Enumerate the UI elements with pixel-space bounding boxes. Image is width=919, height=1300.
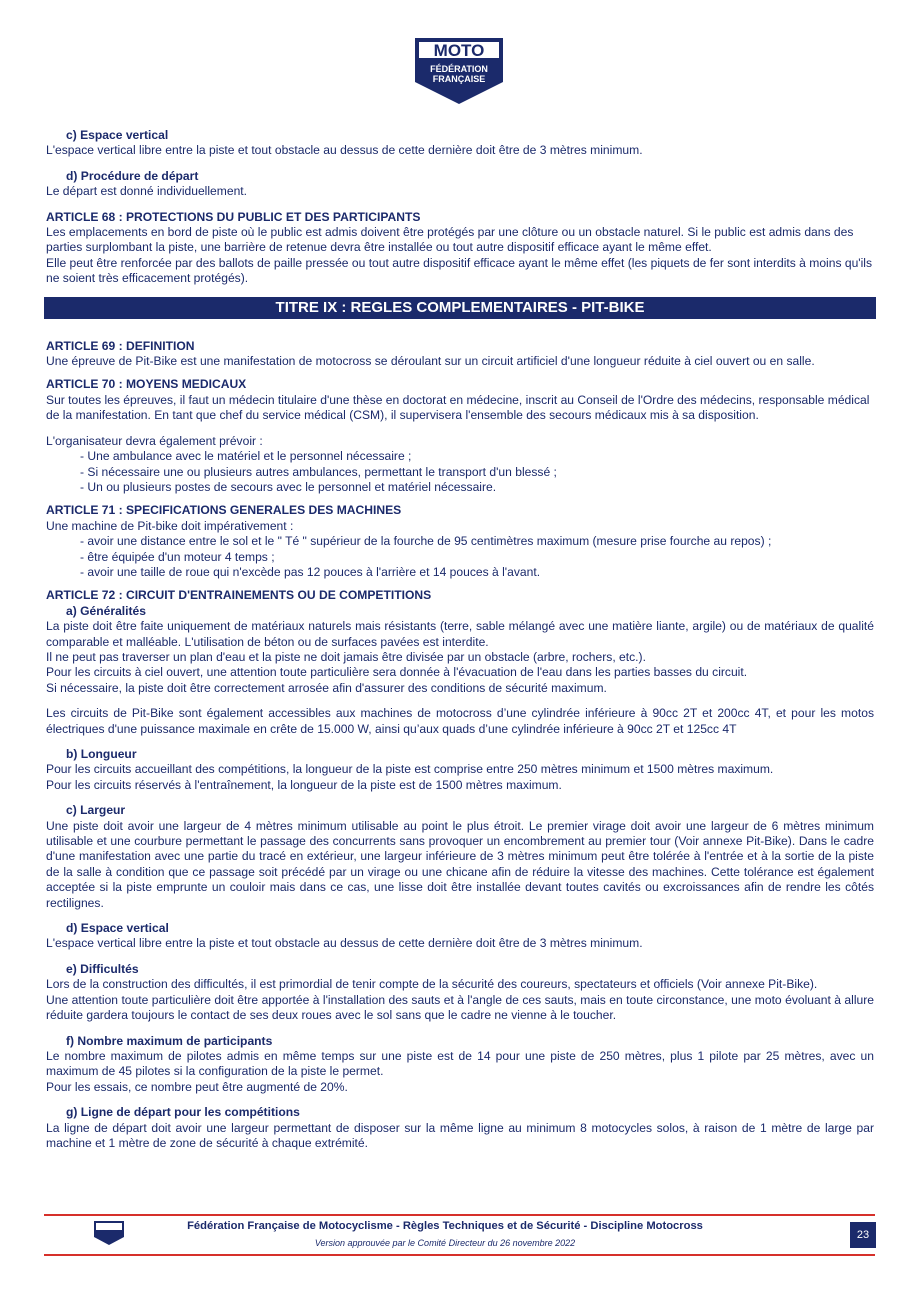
paragraph: Pour les circuits réservés à l'entraînement, la longueur de la piste est de 1500 mètres maximum.: [46, 777, 562, 792]
paragraph: Pour les circuits accueillant des compétitions, la longueur de la piste est comprise entre 250 mètres minimum et 1500 mètres maximum.: [46, 762, 774, 777]
logo-line1: FÉDÉRATION: [430, 64, 488, 74]
article-title: ARTICLE 72 : CIRCUIT D'ENTRAINEMENTS OU DE COMPETITIONS: [46, 588, 432, 603]
paragraph: Une piste doit avoir une largeur de 4 mètres minimum utilisable au point le plus étroit. Le premier virage doit avoir une largeur de 6 mètres minimum utilisable et une courbure permettant le passage des concurrents sans provoquer un encombrement au premier tour (Voir annexe Pit-Bike). Dans le cadre d'une manifestation avec une partie du tracé en extérieur, une largeur inférieure de 3 mètres minimum peut être tolérée à l'entrée et à la sortie de la piste de la salle à condition que ce passage soit précédé par un virage ou une chicane afin de réduire la vitesse des machines. Cette tolérance est également acceptée si la piste emprunte un couloir mais dans ce cas, une lisse doit être installée devant toutes cavités ou excroissances afin de rendre les côtés rectilignes.: [46, 818, 874, 910]
subsection-title: d) Espace vertical: [66, 921, 169, 936]
bullet-list: [46, 449, 874, 495]
subsection-title: c) Espace vertical: [66, 128, 169, 142]
list-item: - Un ou plusieurs postes de secours avec le personnel et matériel nécessaire.: [80, 479, 497, 494]
footer-version: Version approuvée par le Comité Directeur du 26 novembre 2022: [314, 1238, 576, 1248]
paragraph: L'espace vertical libre entre la piste et tout obstacle au dessus de cette dernière doit être de 3 mètres minimum.: [46, 936, 643, 951]
paragraph: Les emplacements en bord de piste où le public est admis doivent être protégés par une clôture ou un obstacle naturel. Si le public est admis dans des parties surplombant la piste, une barrière de retenue devra être installée ou tout autre dispositif efficace ayant le même effet.: [46, 225, 854, 255]
subsection-title: g) Ligne de départ pour les compétitions: [66, 1105, 300, 1120]
logo-word: MOTO: [433, 41, 485, 60]
subsection-title: b) Longueur: [66, 747, 137, 761]
logo-line2: FRANÇAISE: [432, 74, 486, 84]
footer-divider-top: [44, 1214, 875, 1216]
subsection-title: e) Difficultés: [66, 961, 139, 976]
article-title: ARTICLE 69 : DEFINITION: [46, 338, 195, 353]
paragraph: La ligne de départ doit avoir une largeur permettant de disposer sur la même ligne au minimum 8 motocycles solos, à raison de 1 mètre de large par machine et 1 mètre de zone de sécurité à chaque extrémité.: [46, 1120, 874, 1150]
list-item: - être équipée d'un moteur 4 temps ;: [80, 549, 275, 564]
paragraph: Sur toutes les épreuves, il faut un médecin titulaire d'une thèse en doctorat en médecine, inscrit au Conseil de l'Ordre des médecins, responsable médical de la manifestation. En tant que chef du service médical (CSM), il supervisera l'ensemble des secours médicaux mis à sa disposition.: [46, 392, 870, 423]
paragraph: Elle peut être renforcée par des ballots de paille pressée ou tout autre dispositif efficace ayant le même effet (les piquets de fer sont interdits à moins qu'ils ne soient très efficacement protégés).: [46, 255, 873, 286]
paragraph: Pour les circuits à ciel ouvert, une attention toute particulière sera donnée à l'évacuation de l'eau dans les parties basses du circuit.: [46, 665, 748, 680]
list-item: - Une ambulance avec le matériel et le personnel nécessaire ;: [80, 449, 412, 464]
subsection-title: f) Nombre maximum de participants: [66, 1033, 273, 1048]
paragraph: Lors de la construction des difficultés, il est primordial de tenir compte de la sécurité des coureurs, spectateurs et officiels (Voir annexe Pit-Bike).: [46, 977, 818, 992]
page-number: 23: [850, 1222, 876, 1248]
article-title: ARTICLE 68 : PROTECTIONS DU PUBLIC ET DES PARTICIPANTS: [46, 209, 421, 224]
subsection-title: d) Procédure de départ: [66, 168, 199, 183]
subsection-title: c) Largeur: [66, 803, 126, 818]
paragraph: Une épreuve de Pit-Bike est une manifestation de motocross se déroulant sur un circuit artificiel d'une longueur réduite à ciel ouvert ou en salle.: [46, 354, 815, 369]
article-title: ARTICLE 70 : MOYENS MEDICAUX: [46, 377, 247, 392]
list-item: - Si nécessaire une ou plusieurs autres ambulances, permettant le transport d'un blessé ;: [80, 464, 557, 479]
paragraph: Si nécessaire, la piste doit être correctement arrosée afin d'assurer des conditions de sécurité maximum.: [46, 680, 607, 695]
paragraph: Les circuits de Pit-Bike sont également accessibles aux machines de motocross d’une cylindrée inférieure à 90cc 2T et 200cc 4T, et pour les motos électriques d'une puissance maximale en crête de 15.000 W, ainsi qu’aux quads d’une cylindrée inférieure à 90cc 2T et 125cc 4T: [46, 706, 874, 736]
page-content: [46, 128, 874, 1151]
article-title: ARTICLE 71 : SPECIFICATIONS GENERALES DES MACHINES: [46, 503, 402, 518]
footer-title: Fédération Française de Motocyclisme - Règles Techniques et de Sécurité - Discipline Motocross: [187, 1220, 703, 1232]
ffm-logo: [407, 34, 511, 108]
paragraph: L'organisateur devra également prévoir :: [46, 433, 263, 448]
paragraph: Une attention toute particulière doit être apportée à l'installation des sauts et à l'angle de ces sauts, mais en toute circonstance, une moto évoluant à allure réduite gardera toujours le contact de ses deux roues avec le sol sans que le cadre ne vienne à le toucher.: [46, 992, 874, 1023]
paragraph: Pour les essais, ce nombre peut être augmenté de 20%.: [46, 1079, 348, 1094]
footer-divider-bottom: [44, 1254, 875, 1256]
paragraph: Il ne peut pas traverser un plan d'eau et la piste ne doit jamais être divisée par un obstacle (arbre, rochers, etc.).: [46, 649, 646, 664]
paragraph: L'espace vertical libre entre la piste et tout obstacle au dessus de cette dernière doit être de 3 mètres minimum.: [46, 143, 643, 158]
paragraph: Le départ est donné individuellement.: [46, 184, 248, 199]
paragraph: La piste doit être faite uniquement de matériaux naturels mais résistants (terre, sable mélangé avec une matière liante, argile) ou de matériaux de qualité comparable et malléable. L'utilisation de béton ou de surfaces pavées est interdite.: [46, 619, 874, 649]
section-banner: TITRE IX : REGLES COMPLEMENTAIRES - PIT-BIKE: [44, 297, 876, 319]
paragraph: Le nombre maximum de pilotes admis en même temps sur une piste est de 14 pour une piste de 250 mètres, plus 1 pilote par 25 mètres, avec un maximum de 45 pilotes si la configuration de la piste le permet.: [46, 1048, 874, 1079]
bullet-list: [46, 534, 874, 580]
list-item: - avoir une distance entre le sol et le " Té " supérieur de la fourche de 95 centimètres maximum (mesure prise fourche au repos) ;: [80, 534, 772, 549]
paragraph: Une machine de Pit-bike doit impérativement :: [46, 518, 294, 533]
subsection-title: a) Généralités: [66, 603, 146, 618]
list-item: - avoir une taille de roue qui n'excède pas 12 pouces à l'arrière et 14 pouces à l'avant.: [80, 564, 541, 579]
